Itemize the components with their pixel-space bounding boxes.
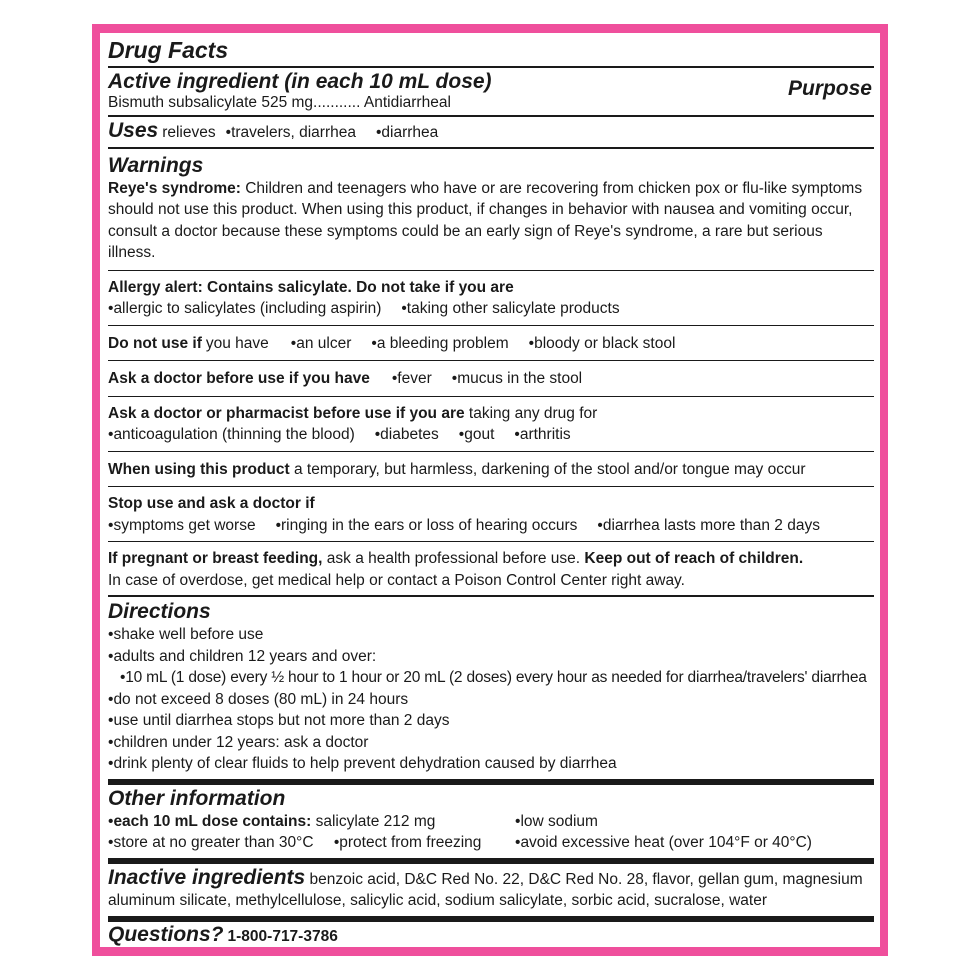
ask-pharmacist-item: • gout bbox=[459, 424, 495, 446]
uses-lead: relieves bbox=[162, 124, 216, 141]
directions-item bbox=[108, 667, 874, 689]
active-ingredient-line: Bismuth subsalicylate 525 mg........... Antidiarrheal bbox=[108, 94, 451, 111]
ask-pharmacist-item: • arthritis bbox=[514, 424, 570, 446]
pregnancy-label: If pregnant or breast feeding, bbox=[108, 550, 323, 567]
do-not-use-item: • bloody or black stool bbox=[529, 333, 676, 355]
directions-item-text: • do not exceed 8 doses (80 mL) in 24 hours bbox=[108, 691, 408, 708]
allergy-section bbox=[108, 271, 874, 325]
directions-item bbox=[108, 710, 874, 732]
directions-item-text: • adults and children 12 years and over: bbox=[108, 648, 376, 665]
drug-facts-panel bbox=[100, 33, 880, 947]
ask-pharmacist-item: • diabetes bbox=[375, 424, 439, 446]
directions-heading: Directions bbox=[108, 600, 211, 623]
directions-item-text: • 10 mL (1 dose) every ½ hour to 1 hour or 20 mL (2 doses) every hour as needed for diarrhea/travelers' diarrhea bbox=[120, 669, 867, 686]
allergy-items bbox=[108, 298, 874, 320]
inactive-section bbox=[108, 864, 874, 916]
allergy-label: Allergy alert: Contains salicylate. Do not take if you are bbox=[108, 278, 514, 296]
allergy-item: • taking other salicylate products bbox=[401, 298, 619, 320]
stop-use-item: • diarrhea lasts more than 2 days bbox=[597, 515, 820, 537]
directions-item-text: • children under 12 years: ask a doctor bbox=[108, 734, 368, 751]
stop-use-item: • symptoms get worse bbox=[108, 515, 256, 537]
inactive-heading: Inactive ingredients bbox=[108, 865, 306, 889]
when-using-text: a temporary, but harmless, darkening of the stool and/or tongue may occur bbox=[294, 460, 806, 478]
drug-facts-title: Drug Facts bbox=[108, 37, 229, 63]
keep-out-label: Keep out of reach of children. bbox=[584, 550, 804, 567]
pregnancy-section bbox=[108, 542, 874, 595]
reye-warning bbox=[108, 178, 874, 264]
directions-item bbox=[108, 753, 874, 775]
other-info-item: • protect from freezing bbox=[334, 834, 482, 851]
directions-item bbox=[108, 689, 874, 711]
ask-pharmacist-lead: taking any drug for bbox=[468, 404, 598, 422]
other-info-item: • store at no greater than 30°C bbox=[108, 834, 314, 851]
questions-section bbox=[108, 922, 874, 948]
stop-use-section bbox=[108, 487, 874, 541]
dose-text: salicylate 212 mg bbox=[315, 812, 436, 830]
uses-heading: Uses bbox=[108, 119, 159, 142]
ask-pharmacist-section bbox=[108, 397, 874, 451]
other-info-row bbox=[108, 811, 874, 833]
directions-section bbox=[108, 597, 874, 779]
purpose-heading: Purpose bbox=[787, 77, 872, 100]
do-not-use-label: Do not use if bbox=[108, 334, 202, 352]
drug-facts-content bbox=[108, 33, 874, 947]
reye-section bbox=[108, 149, 874, 270]
allergy-item: • allergic to salicylates (including aspirin) bbox=[108, 298, 381, 320]
ask-pharmacist-header bbox=[108, 403, 874, 425]
do-not-use-section bbox=[108, 326, 874, 361]
inactive-text: benzoic acid, D&C Red No. 22, D&C Red No. 28, flavor, gellan gum, magnesium aluminum silicate, methylcellulose, salicylic acid, sodium salicylate, sorbic acid, sucralose, water bbox=[108, 870, 863, 909]
directions-item bbox=[108, 732, 874, 754]
other-info-item: • low sodium bbox=[515, 811, 598, 833]
directions-item-text: • drink plenty of clear fluids to help prevent dehydration caused by diarrhea bbox=[108, 755, 617, 772]
other-info-item bbox=[108, 813, 435, 830]
uses-item: • travelers, diarrhea bbox=[226, 122, 356, 144]
uses-item: • diarrhea bbox=[376, 122, 438, 144]
do-not-use-lead: you have bbox=[205, 334, 269, 352]
ask-pharmacist-label: Ask a doctor or pharmacist before use if you are bbox=[108, 404, 465, 422]
reye-label: Reye's syndrome: bbox=[108, 179, 241, 197]
do-not-use-item: • a bleeding problem bbox=[371, 333, 508, 355]
directions-item-text: • use until diarrhea stops but not more than 2 days bbox=[108, 712, 449, 729]
other-info-section bbox=[108, 785, 874, 858]
stop-use-items bbox=[108, 515, 874, 537]
when-using-section bbox=[108, 452, 874, 487]
pregnancy-line bbox=[108, 548, 874, 570]
ask-doctor-item: • fever bbox=[392, 368, 432, 390]
directions-item bbox=[108, 646, 874, 668]
ask-doctor-item: • mucus in the stool bbox=[452, 368, 582, 390]
questions-heading: Questions? bbox=[108, 922, 224, 946]
dose-label: each 10 mL dose contains: bbox=[113, 812, 312, 830]
questions-phone: 1-800-717-3786 bbox=[227, 927, 338, 945]
active-ingredient-section bbox=[108, 68, 874, 115]
ask-pharmacist-items bbox=[108, 424, 874, 446]
when-using-label: When using this product bbox=[108, 460, 290, 478]
other-info-row bbox=[108, 832, 874, 854]
warnings-heading: Warnings bbox=[108, 153, 204, 177]
directions-item bbox=[108, 624, 874, 646]
ask-pharmacist-item: • anticoagulation (thinning the blood) bbox=[108, 424, 355, 446]
ask-doctor-section bbox=[108, 361, 874, 396]
pregnancy-text: ask a health professional before use. bbox=[326, 550, 581, 567]
do-not-use-item: • an ulcer bbox=[291, 333, 352, 355]
stop-use-label: Stop use and ask a doctor if bbox=[108, 495, 315, 512]
label-border bbox=[92, 24, 888, 956]
other-info-item: • avoid excessive heat (over 104°F or 40°C) bbox=[515, 832, 812, 854]
directions-item-text: • shake well before use bbox=[108, 626, 263, 643]
overdose-text: In case of overdose, get medical help or contact a Poison Control Center right away. bbox=[108, 571, 685, 589]
uses-section bbox=[108, 117, 874, 147]
reye-text: Children and teenagers who have or are recovering from chicken pox or flu-like symptoms should not use this product. When using this product, if changes in behavior with nausea and vomiting occur, consult a doctor because these symptoms could be an early sign of Reye's syndrome, a rare but serious illness. bbox=[108, 179, 863, 261]
active-ingredient-heading: Active ingredient (in each 10 mL dose) bbox=[108, 70, 492, 93]
stop-use-item: • ringing in the ears or loss of hearing occurs bbox=[276, 515, 578, 537]
other-info-heading: Other information bbox=[108, 786, 286, 810]
ask-doctor-label: Ask a doctor before use if you have bbox=[108, 370, 370, 387]
